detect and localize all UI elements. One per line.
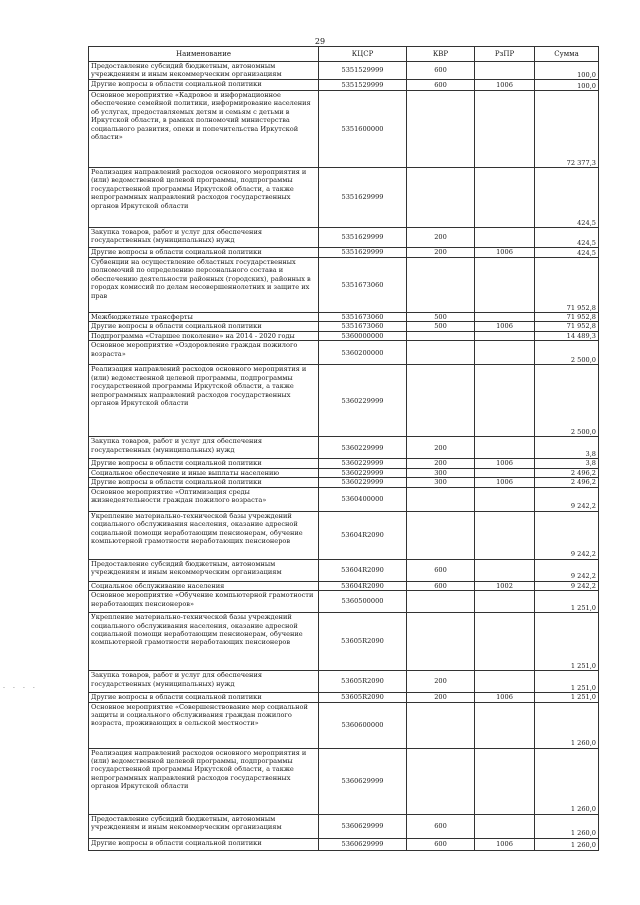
cell-kcsr: 5351600000 [319,91,407,168]
cell-rzpr [475,341,535,365]
table-row [89,62,599,80]
cell-rzpr [475,468,535,477]
cell-sum: 72 377,3 [535,91,599,168]
cell-sum: 9 242,2 [535,581,599,590]
cell-sum: 1 260,0 [535,748,599,814]
cell-rzpr [475,62,535,80]
cell-name: Другие вопросы в области социальной политики [89,322,319,331]
cell-rzpr: 1006 [475,80,535,91]
table-header-row [89,47,599,62]
table-row [89,365,599,437]
cell-kcsr: 5351673060 [319,322,407,331]
cell-kvr [407,591,475,613]
cell-kvr: 500 [407,322,475,331]
cell-rzpr [475,487,535,511]
cell-kcsr: 5351629999 [319,168,407,228]
cell-sum: 3,8 [535,459,599,468]
cell-kcsr: 5360229999 [319,365,407,437]
cell-kcsr: 5351629999 [319,228,407,248]
table-row [89,468,599,477]
cell-kvr [407,748,475,814]
cell-rzpr [475,365,535,437]
table-row [89,437,599,459]
cell-rzpr [475,613,535,671]
cell-kvr [407,487,475,511]
table-row [89,702,599,748]
cell-rzpr [475,702,535,748]
cell-kvr: 200 [407,228,475,248]
cell-name: Предоставление субсидий бюджетным, автономным учреждениям и иным некоммерческим организациям [89,62,319,80]
cell-kcsr: 53604R2090 [319,581,407,590]
table-row [89,258,599,313]
table-row [89,559,599,581]
cell-name: Другие вопросы в области социальной политики [89,459,319,468]
table-row [89,748,599,814]
cell-kcsr: 5360629999 [319,814,407,838]
cell-name: Подпрограмма «Старшее поколение» на 2014 - 2020 годы [89,331,319,340]
cell-kcsr: 5360229999 [319,459,407,468]
cell-kcsr: 5360000000 [319,331,407,340]
cell-name: Другие вопросы в области социальной политики [89,248,319,258]
cell-sum: 2 500,0 [535,341,599,365]
cell-rzpr [475,814,535,838]
cell-rzpr [475,168,535,228]
cell-sum: 1 251,0 [535,613,599,671]
cell-rzpr: 1006 [475,838,535,850]
cell-rzpr: 1006 [475,459,535,468]
table-row [89,478,599,487]
cell-name: Межбюджетные трансферты [89,313,319,322]
cell-kcsr: 5360600000 [319,702,407,748]
table-row [89,581,599,590]
cell-sum: 2 500,0 [535,365,599,437]
cell-sum: 14 489,3 [535,331,599,340]
cell-kvr: 600 [407,581,475,590]
table-row [89,459,599,468]
cell-name: Социальное обслуживание населения [89,581,319,590]
cell-kcsr: 5360629999 [319,838,407,850]
cell-name: Реализация направлений расходов основного мероприятия и (или) ведомственной целевой программы, подпрограммы государственной программы Иркутской области, а также непрограммных направлений расходов государственных органов Иркутской области [89,748,319,814]
cell-kvr: 200 [407,671,475,693]
table-row [89,322,599,331]
cell-kcsr: 5360229999 [319,468,407,477]
table-row [89,228,599,248]
cell-name: Другие вопросы в области социальной политики [89,838,319,850]
header-sum: Сумма [535,47,599,62]
cell-kcsr: 53605R2090 [319,693,407,702]
cell-kcsr: 5360400000 [319,487,407,511]
budget-table [88,46,599,851]
cell-kvr: 200 [407,437,475,459]
cell-sum: 71 952,8 [535,313,599,322]
cell-name: Реализация направлений расходов основного мероприятия и (или) ведомственной целевой программы, подпрограммы государственной программы Иркутской области, а также непрограммных направлений расходов государственных органов Иркутской области [89,168,319,228]
cell-kcsr: 53605R2090 [319,671,407,693]
cell-kcsr: 5360629999 [319,748,407,814]
cell-sum: 71 952,8 [535,322,599,331]
cell-kcsr: 5360500000 [319,591,407,613]
cell-sum: 424,5 [535,228,599,248]
cell-kcsr: 5351529999 [319,62,407,80]
cell-name: Основное мероприятие «Совершенствование мер социальной защиты и социального обслуживания граждан пожилого возраста, проживающих в сельской местности» [89,702,319,748]
cell-rzpr: 1006 [475,248,535,258]
cell-rzpr [475,748,535,814]
cell-kcsr: 5360229999 [319,437,407,459]
cell-sum: 1 260,0 [535,814,599,838]
table-row [89,487,599,511]
table-row [89,80,599,91]
cell-kcsr: 53605R2090 [319,613,407,671]
cell-name: Закупка товаров, работ и услуг для обеспечения государственных (муниципальных) нужд [89,437,319,459]
cell-kvr: 200 [407,248,475,258]
cell-name: Основное мероприятие «Оздоровление граждан пожилого возраста» [89,341,319,365]
header-rzpr: РзПР [475,47,535,62]
table-row [89,341,599,365]
cell-name: Субвенции на осуществление областных государственных полномочий по определению персонального состава и обеспечению деятельности районных (городских), районных в городах комиссий по делам несовершеннолетних и защите их прав [89,258,319,313]
cell-sum: 100,0 [535,62,599,80]
cell-name: Социальное обеспечение и иные выплаты населению [89,468,319,477]
header-name: Наименование [89,47,319,62]
cell-rzpr: 1006 [475,693,535,702]
cell-sum: 424,5 [535,248,599,258]
cell-kcsr: 5351529999 [319,80,407,91]
cell-kvr: 300 [407,468,475,477]
cell-name: Реализация направлений расходов основного мероприятия и (или) ведомственной целевой программы, подпрограммы государственной программы Иркутской области, а также непрограммных направлений расходов государственных органов Иркутской области [89,365,319,437]
page-number: 29 [314,37,326,46]
header-kcsr: КЦСР [319,47,407,62]
cell-kcsr: 53604R2090 [319,511,407,559]
cell-kvr [407,331,475,340]
cell-kvr [407,702,475,748]
cell-rzpr [475,331,535,340]
cell-rzpr: 1002 [475,581,535,590]
cell-kvr [407,365,475,437]
cell-sum: 1 251,0 [535,671,599,693]
cell-sum: 71 952,8 [535,258,599,313]
cell-kcsr: 5360229999 [319,478,407,487]
cell-kvr: 500 [407,313,475,322]
cell-name: Основное мероприятие «Обучение компьютерной грамотности неработающих пенсионеров» [89,591,319,613]
cell-kcsr: 5360200000 [319,341,407,365]
cell-rzpr [475,559,535,581]
cell-sum: 424,5 [535,168,599,228]
cell-kvr: 600 [407,62,475,80]
table-row [89,511,599,559]
cell-rzpr [475,258,535,313]
cell-kcsr: 5351673060 [319,258,407,313]
cell-sum: 1 260,0 [535,702,599,748]
cell-sum: 1 251,0 [535,693,599,702]
cell-sum: 9 242,2 [535,511,599,559]
cell-kvr [407,168,475,228]
table-body [89,62,599,851]
cell-name: Основное мероприятие «Кадровое и информационное обеспечение семейной политики, информирование населения об услугах, предоставляемых детям и семьям с детьми в Иркутской области, в рамках полномочий министерства социального развития, опеки и попечительства Иркутской области» [89,91,319,168]
cell-sum: 1 251,0 [535,591,599,613]
cell-kcsr: 53604R2090 [319,559,407,581]
cell-name: Предоставление субсидий бюджетным, автономным учреждениям и иным некоммерческим организациям [89,814,319,838]
cell-kvr [407,91,475,168]
cell-name: Укрепление материально-технической базы учреждений социального обслуживания населения, оказание адресной социальной помощи неработающим пенсионерам, обучение компьютерной грамотности неработающих пенсионеров [89,511,319,559]
cell-rzpr [475,228,535,248]
cell-kcsr: 5351629999 [319,248,407,258]
table-row [89,313,599,322]
cell-name: Другие вопросы в области социальной политики [89,478,319,487]
cell-rzpr [475,91,535,168]
cell-rzpr [475,437,535,459]
cell-kvr [407,613,475,671]
table-row [89,331,599,340]
cell-kvr: 600 [407,814,475,838]
cell-rzpr [475,671,535,693]
cell-rzpr: 1006 [475,322,535,331]
cell-sum: 2 496,2 [535,478,599,487]
cell-kvr: 200 [407,693,475,702]
cell-rzpr [475,313,535,322]
header-kvr: КВР [407,47,475,62]
cell-kvr: 300 [407,478,475,487]
cell-name: Основное мероприятие «Оптимизация среды жизнедеятельности граждан пожилого возраста» [89,487,319,511]
cell-kvr [407,511,475,559]
cell-rzpr: 1006 [475,478,535,487]
cell-sum: 1 260,0 [535,838,599,850]
cell-rzpr [475,591,535,613]
table-row [89,838,599,850]
table-row [89,248,599,258]
cell-name: Закупка товаров, работ и услуг для обеспечения государственных (муниципальных) нужд [89,671,319,693]
cell-name: Другие вопросы в области социальной политики [89,693,319,702]
cell-sum: 3,8 [535,437,599,459]
cell-sum: 2 496,2 [535,468,599,477]
cell-kcsr: 5351673060 [319,313,407,322]
table-row [89,591,599,613]
cell-sum: 9 242,2 [535,487,599,511]
cell-kvr: 200 [407,459,475,468]
cell-sum: 9 242,2 [535,559,599,581]
margin-dashes: - - - - [3,684,38,691]
cell-kvr [407,258,475,313]
cell-sum: 100,0 [535,80,599,91]
table-row [89,693,599,702]
cell-name: Укрепление материально-технической базы учреждений социального обслуживания населения, оказание адресной социальной помощи неработающим пенсионерам, обучение компьютерной грамотности неработающих пенсионеров [89,613,319,671]
cell-rzpr [475,511,535,559]
table-row [89,168,599,228]
table-row [89,814,599,838]
table-row [89,613,599,671]
cell-kvr: 600 [407,559,475,581]
cell-name: Закупка товаров, работ и услуг для обеспечения государственных (муниципальных) нужд [89,228,319,248]
cell-name: Предоставление субсидий бюджетным, автономным учреждениям и иным некоммерческим организациям [89,559,319,581]
cell-name: Другие вопросы в области социальной политики [89,80,319,91]
cell-kvr: 600 [407,80,475,91]
cell-kvr: 600 [407,838,475,850]
table-row [89,91,599,168]
cell-kvr [407,341,475,365]
table-row [89,671,599,693]
